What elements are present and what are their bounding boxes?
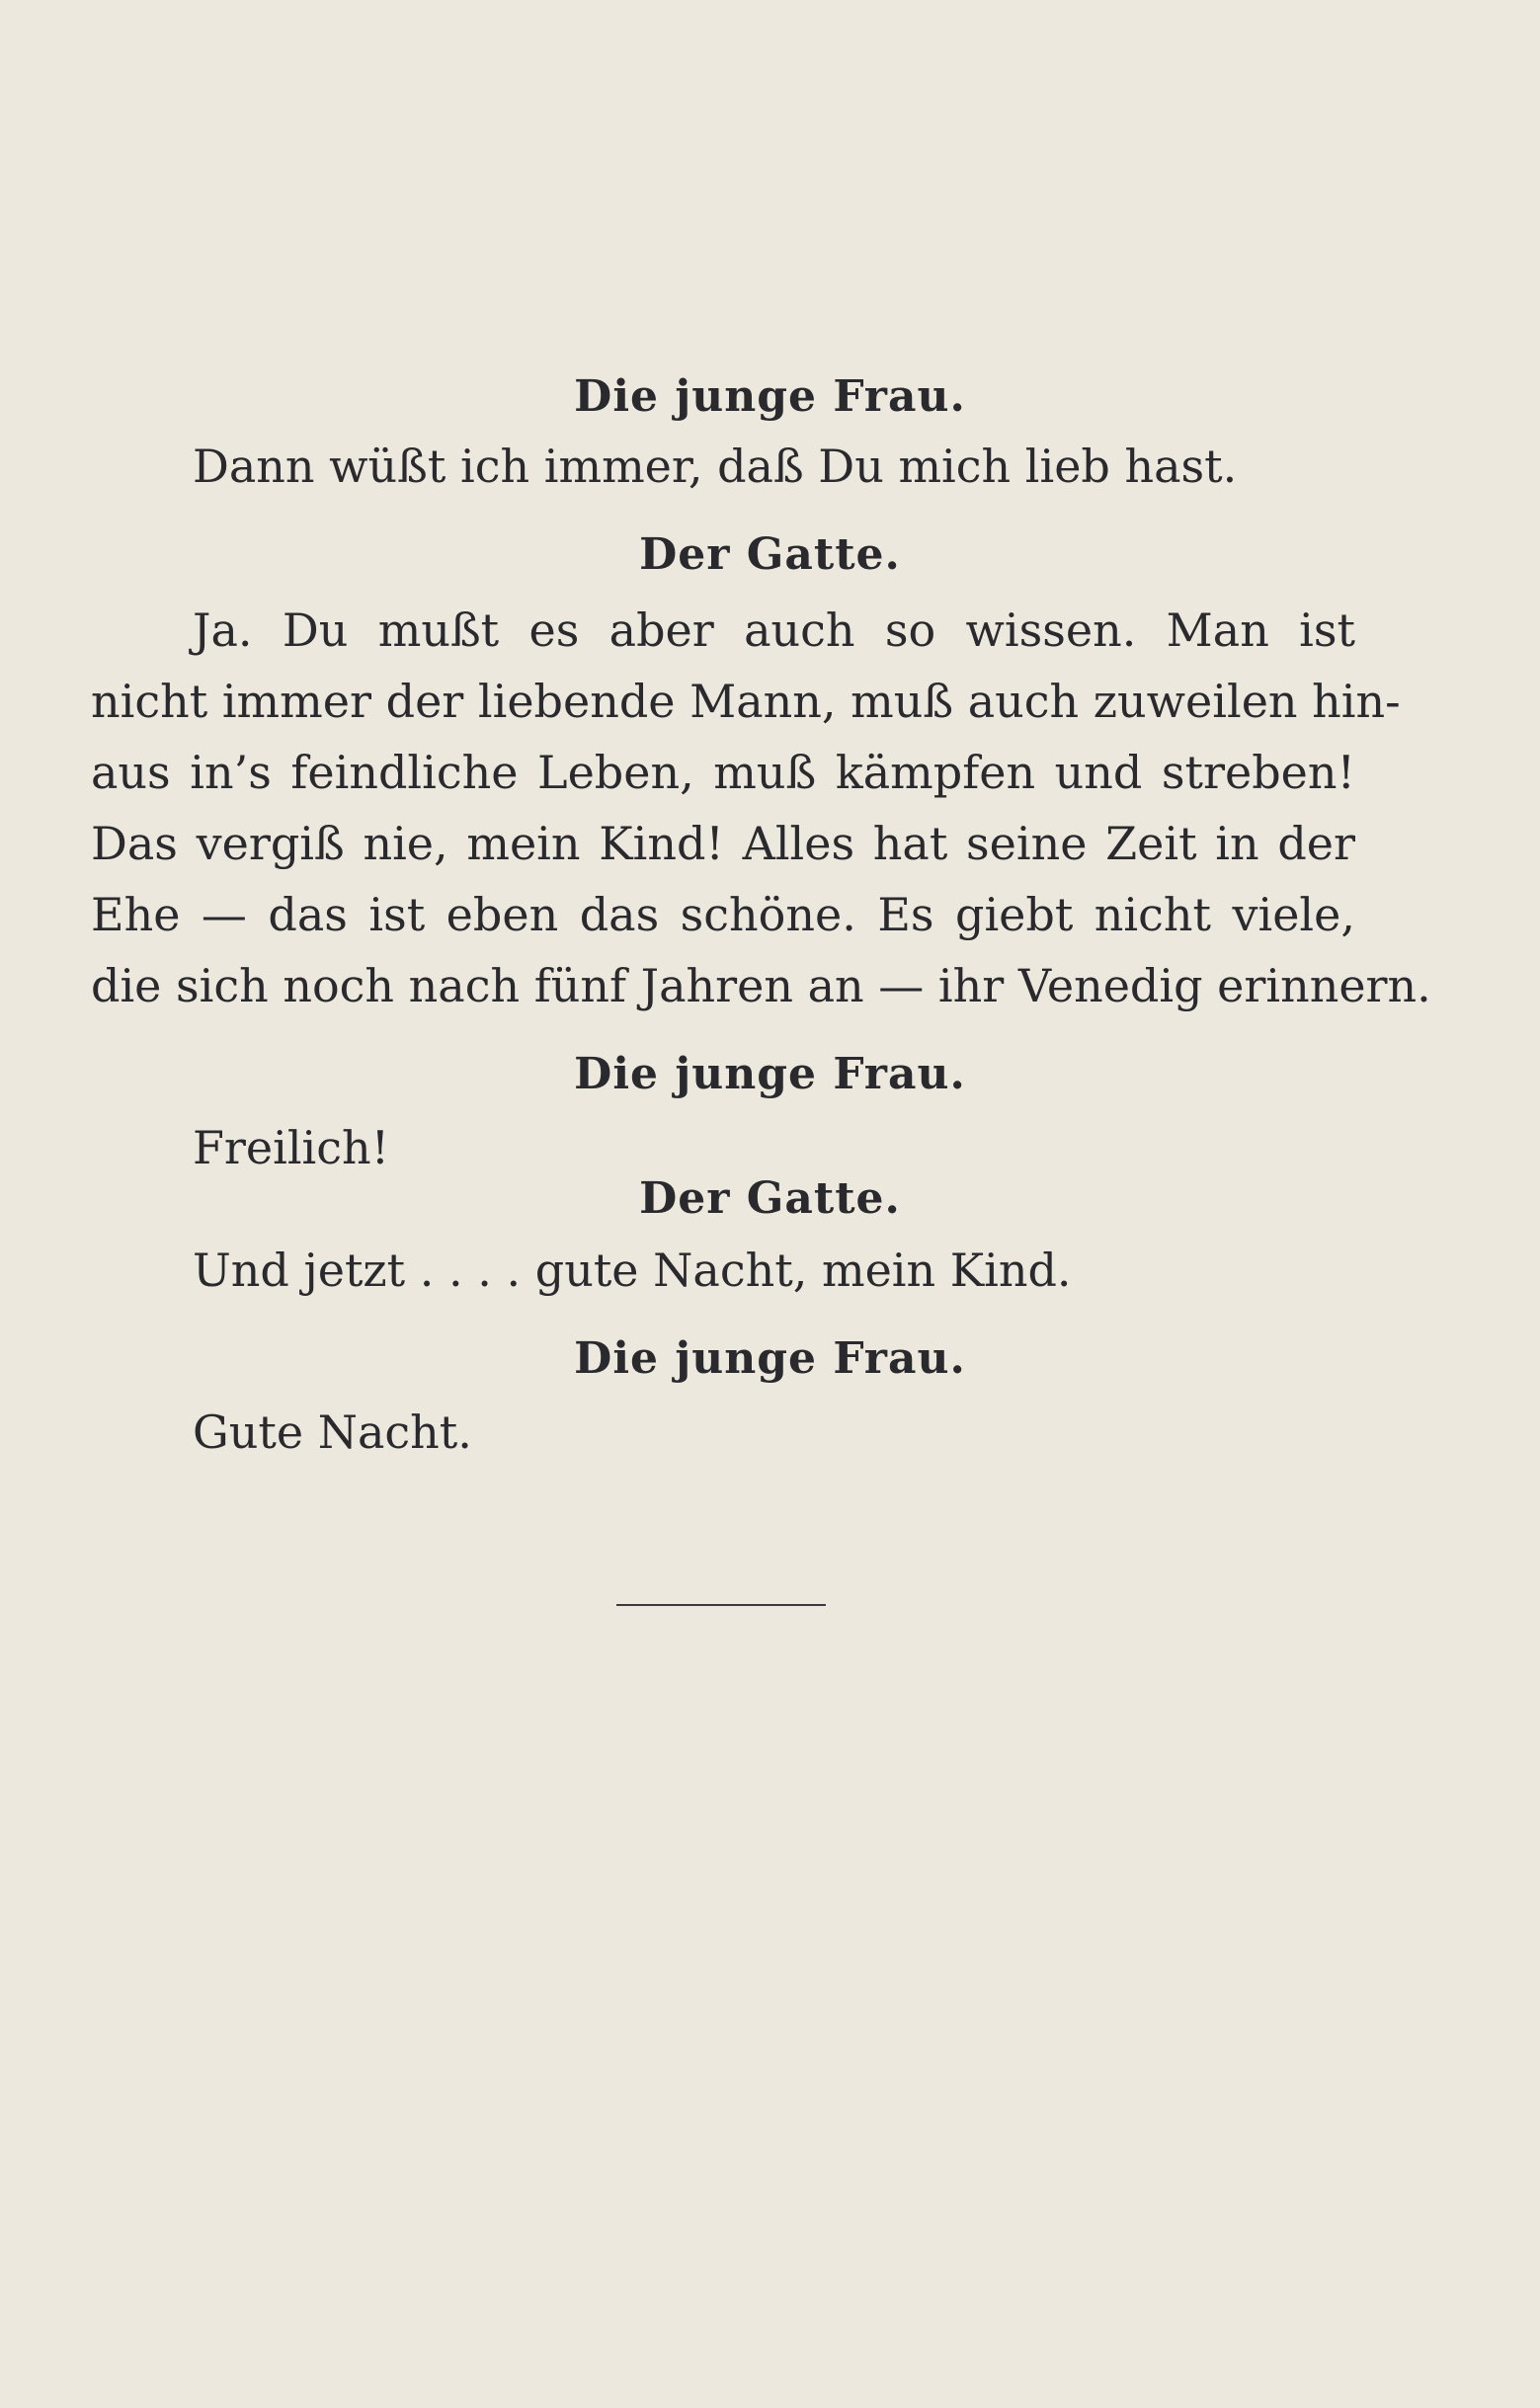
speech-line: die sich noch nach fünf Jahren an — ihr Venedig erinnern. (91, 959, 1431, 1012)
speaker-heading: Die junge Frau. (574, 1333, 966, 1384)
section-divider (616, 1604, 826, 1606)
speaker-heading: Die junge Frau. (574, 371, 966, 422)
speech-line: Und jetzt . . . . gute Nacht, mein Kind. (193, 1244, 1072, 1297)
speech-line: Freilich! (193, 1121, 390, 1174)
speech-line: Ehe — das ist eben das schöne. Es giebt nicht viele, (91, 888, 1355, 941)
speech-line: Ja. Du mußt es aber auch so wissen. Man ist (193, 603, 1355, 657)
speech-line: nicht immer der liebende Mann, muß auch zuweilen hin- (91, 675, 1401, 728)
speaker-heading: Die junge Frau. (574, 1049, 966, 1099)
speech-line: Dann wüßt ich immer, daß Du mich lieb hast. (193, 440, 1238, 493)
speech-line: Gute Nacht. (193, 1405, 472, 1459)
speech-line: aus in’s feindliche Leben, muß kämpfen und streben! (91, 746, 1355, 799)
speech-line: Das vergiß nie, mein Kind! Alles hat seine Zeit in der (91, 817, 1355, 870)
speaker-heading: Der Gatte. (639, 1173, 901, 1224)
speaker-heading: Der Gatte. (639, 529, 901, 580)
